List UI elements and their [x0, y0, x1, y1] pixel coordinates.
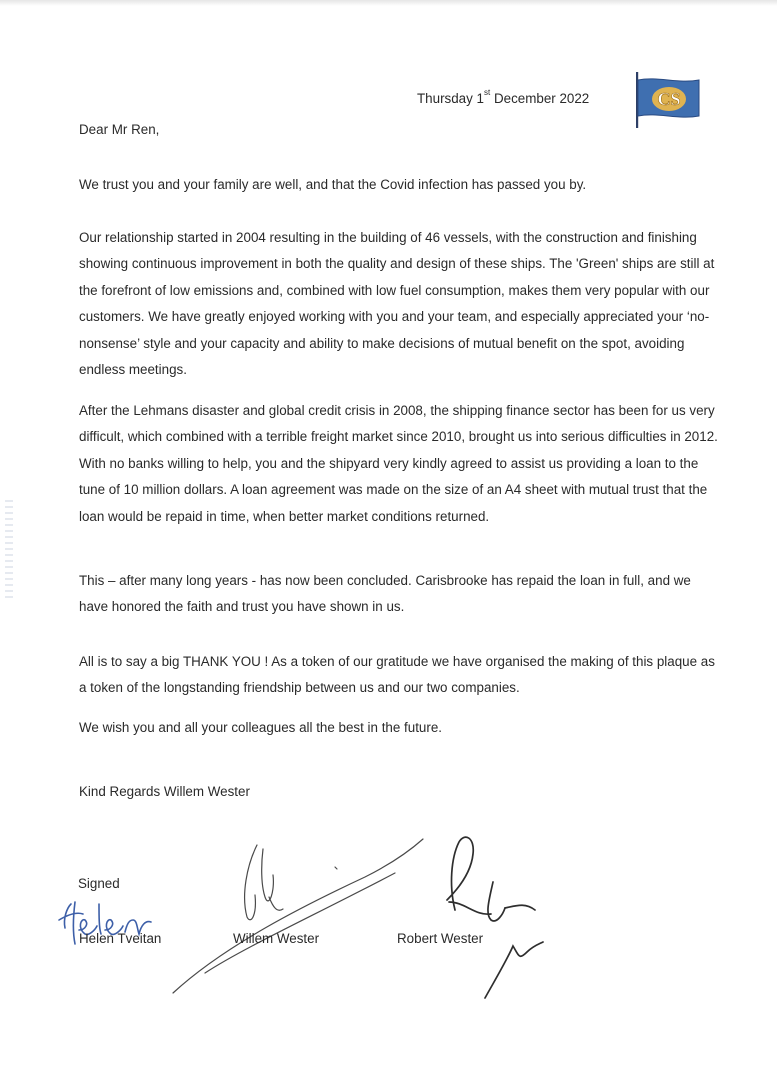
letter-date: Thursday 1st December 2022	[417, 88, 590, 106]
company-flag-logo	[633, 72, 703, 130]
signatory-robert: Robert Wester	[397, 931, 484, 946]
signatory-willem: Willem Wester	[233, 931, 320, 946]
willem-signature	[165, 825, 435, 1000]
paragraph-best-wishes: We wish you and all your colleagues all the best in the future.	[79, 720, 442, 735]
scan-edge	[0, 0, 777, 6]
logo-text: CS	[657, 89, 681, 109]
paragraph-loan-history: After the Lehmans disaster and global credit crisis in 2008, the shipping finance sector has been for us very difficult, which combined with a terrible freight market since 2010, brought us into serious difficulties in 2012. With no banks willing to help, you and the shipyard very kindly agreed to assist us providing a loan to the tune of 10 million dollars. A loan agreement was made on the size of an A4 sheet with mutual trust that the loan would be repaid in time, when better market conditions returned.	[79, 403, 718, 524]
paragraph-relationship: Our relationship started in 2004 resulting in the building of 46 vessels, with the construction and finishing showing continuous improvement in both the quality and design of these ships. The 'Green' ships are still at the forefront of low emissions and, combined with low fuel consumption, makes them very popular with our customers. We have greatly enjoyed working with you and your team, and especially appreciated your ‘no-nonsense’ style and your capacity and ability to make decisions of mutual benefit on the spot, avoiding endless meetings.	[79, 230, 715, 378]
paragraph-thank-you: All is to say a big THANK YOU ! As a token of our gratitude we have organised the making of this plaque as a token of the longstanding friendship between us and our two companies.	[79, 654, 715, 696]
signed-label: Signed	[78, 876, 120, 891]
closing: Kind Regards Willem Wester	[79, 784, 250, 799]
paragraph-loan-repaid: This – after many long years - has now been concluded. Carisbrooke has repaid the loan in full, and we have honored the faith and trust you have shown in us.	[79, 573, 691, 615]
paragraph-greeting: We trust you and your family are well, and that the Covid infection has passed you by.	[79, 177, 587, 192]
scan-artifact	[5, 500, 13, 600]
robert-signature	[435, 830, 555, 1000]
signatory-helen: Helen Tveitan	[79, 931, 162, 946]
salutation: Dear Mr Ren,	[79, 122, 160, 137]
